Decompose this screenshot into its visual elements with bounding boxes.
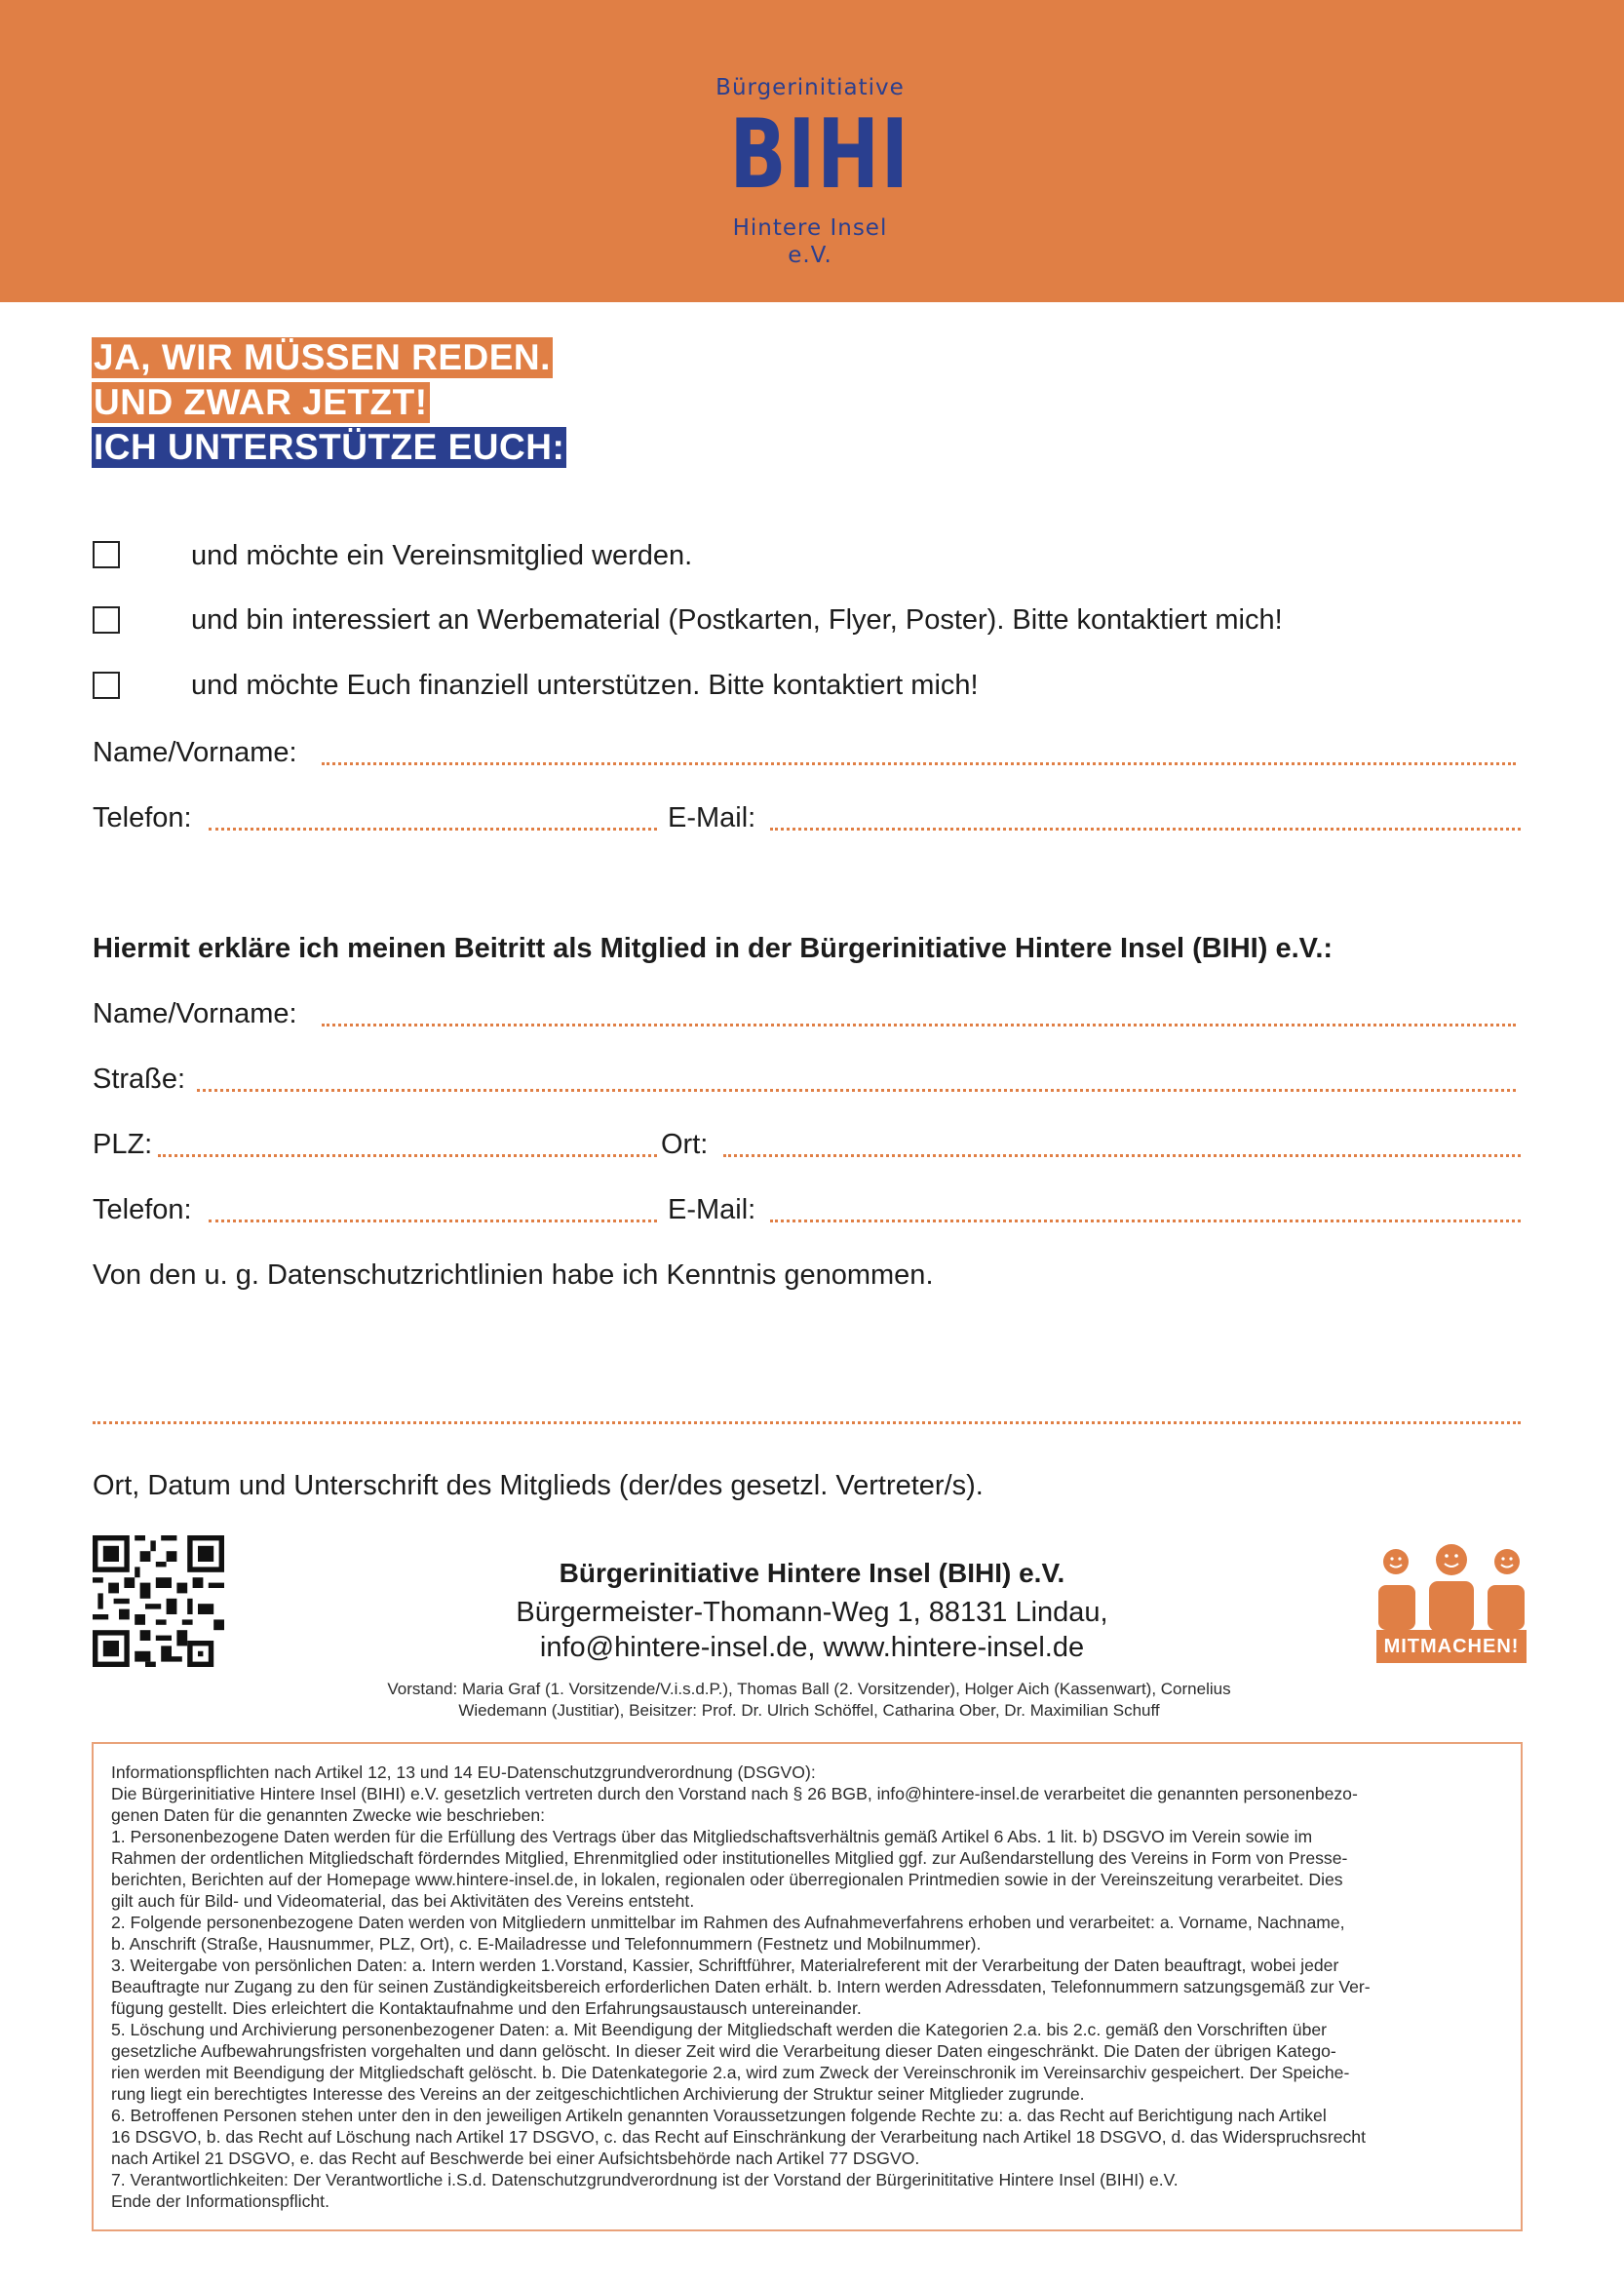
people-icon xyxy=(1376,1542,1527,1632)
member-zip-label: PLZ: xyxy=(93,1129,153,1160)
info-line: Ende der Informationspflicht. xyxy=(111,2191,329,2211)
info-line: Informationspflichten nach Artikel 12, 13 und 14 EU-Datenschutzgrundverordnung (DSGVO): xyxy=(111,1762,816,1782)
member-street-label: Straße: xyxy=(93,1064,186,1095)
mitmachen-badge xyxy=(1376,1542,1527,1663)
info-line: 7. Verantwortlichkeiten: Der Verantwortliche i.S.d. Datenschutzgrundverordnung ist der Vorstand der Bürgerinititative Hintere Insel (BIHI) e.V. xyxy=(111,2170,1179,2189)
info-line: 6. Betroffenen Personen stehen unter den in den jeweiligen Artikeln genannten Voraussetzungen folgende Rechte zu: a. das Recht auf Berichtigung nach Artikel xyxy=(111,2106,1327,2125)
promo-material-checkbox[interactable] xyxy=(93,606,120,634)
info-line: Die Bürgerinitiative Hintere Insel (BIHI) e.V. gesetzlich vertreten durch den Vorstand nach § 26 BGB, info@hintere-insel.de verarbeitet die genannten personenbezo- xyxy=(111,1784,1358,1803)
mitmachen-label: MITMACHEN! xyxy=(1376,1630,1527,1663)
signature-caption: Ort, Datum und Unterschrift des Mitglieds (der/des gesetzl. Vertreter/s). xyxy=(93,1470,984,1501)
member-name-label: Name/Vorname: xyxy=(93,998,297,1029)
info-line: Rahmen der ordentlichen Mitgliedschaft förderndes Mitglied, Ehrenmitglied oder institutionelles Mitglied ggf. zur Außendarstellung des Vereins in Form von Presse- xyxy=(111,1848,1348,1868)
contact-email-field[interactable] xyxy=(770,828,1521,831)
financial-support-checkbox[interactable] xyxy=(93,672,120,699)
headline-line-3: ICH UNTERSTÜTZE EUCH: xyxy=(94,427,565,467)
privacy-acknowledgement: Von den u. g. Datenschutzrichtlinien habe ich Kenntnis genommen. xyxy=(93,1259,934,1291)
membership-checkbox[interactable] xyxy=(93,541,120,568)
info-line: gesetzliche Aufbewahrungsfristen vorgehalten und dann gelöscht. In dieser Zeit wird die Verarbeitung dieser Daten eingeschränkt. Die Daten der übrigen Katego- xyxy=(111,2041,1336,2061)
contact-email-label: E-Mail: xyxy=(668,802,756,833)
info-line: gilt auch für Bild- und Videomaterial, das bei Aktivitäten des Vereins entsteht. xyxy=(111,1891,695,1911)
member-street-field[interactable] xyxy=(197,1089,1516,1092)
headline-line-2: UND ZWAR JETZT! xyxy=(94,382,428,422)
bihi-logo xyxy=(707,74,913,268)
info-line: 16 DSGVO, b. das Recht auf Löschung nach Artikel 17 DSGVO, c. das Recht auf Einschränkung der Verarbeitung nach Artikel 18 DSGVO, d. das Widerspruchsrecht xyxy=(111,2127,1366,2147)
info-line: berichten, Berichten auf der Homepage www.hintere-insel.de, in lokalen, regionalen oder überregionalen Printmedien sowie in der Vereinszeitung verarbeitet. Dies xyxy=(111,1870,1343,1889)
info-line: 5. Löschung und Archivierung personenbezogener Daten: a. Mit Beendigung der Mitgliedschaft werden die Kategorien 2.a. bis 2.c. gemäß den Vorschriften über xyxy=(111,2020,1327,2039)
org-street: Bürgermeister-Thomann-Weg 1, 88131 Lindau, xyxy=(516,1597,1108,1628)
info-line: rung liegt ein berechtigtes Interesse des Vereins an der zeitgeschichtlichen Archivierung der Struktur seiner Mitglieder zugrunde. xyxy=(111,2084,1085,2104)
member-phone-field[interactable] xyxy=(209,1220,657,1222)
info-line: Beauftragte nur Zugang zu den für seinen Zuständigkeitsbereich erforderlichen Daten erhält. b. Intern werden Adressdaten, Telefonnummern satzungsgemäß zur Ver- xyxy=(111,1977,1371,1996)
member-zip-field[interactable] xyxy=(158,1154,657,1157)
privacy-info-box xyxy=(92,1742,1523,2231)
member-phone-label: Telefon: xyxy=(93,1194,192,1225)
member-email-field[interactable] xyxy=(770,1220,1521,1222)
contact-name-label: Name/Vorname: xyxy=(93,737,297,768)
contact-name-field[interactable] xyxy=(322,762,1516,765)
info-line: genen Daten für die genannten Zwecke wie beschrieben: xyxy=(111,1805,546,1825)
checkbox-label-membership: und möchte ein Vereinsmitglied werden. xyxy=(191,540,693,571)
member-city-field[interactable] xyxy=(723,1154,1521,1157)
org-web: info@hintere-insel.de, www.hintere-insel.de xyxy=(539,1632,1085,1663)
info-line: 1. Personenbezogene Daten werden für die Erfüllung des Vertrags über das Mitgliedschaftsverhältnis gemäß Artikel 6 Abs. 1 lit. b) DSGVO im Verein sowie im xyxy=(111,1827,1313,1846)
headline-line-1: JA, WIR MÜSSEN REDEN. xyxy=(94,337,551,377)
member-city-label: Ort: xyxy=(661,1129,709,1160)
info-line: rien werden mit Beendigung der Mitgliedschaft gelöscht. b. Die Datenkategorie 2.a, wird zum Zweck der Vereinschronik im Vereinsarchiv gespeichert. Der Speiche- xyxy=(111,2063,1350,2082)
info-line: 2. Folgende personenbezogene Daten werden von Mitgliedern unmittelbar im Rahmen des Aufnahmeverfahrens erhoben und verarbeitet: a. Vorname, Nachname, xyxy=(111,1913,1345,1932)
info-line: nach Artikel 21 DSGVO, e. das Recht auf Beschwerde bei einer Aufsichtsbehörde nach Artikel 77 DSGVO. xyxy=(111,2149,920,2168)
board-line-2: Wiedemann (Justitiar), Beisitzer: Prof. Dr. Ulrich Schöffel, Catharina Ober, Dr. Maximilian Schuff xyxy=(458,1701,1160,1720)
info-line: 3. Weitergabe von persönlichen Daten: a. Intern werden 1.Vorstand, Kassier, Schriftführer, Materialreferent mit der Verarbeitung der Daten beauftragt, wobei jeder xyxy=(111,1956,1339,1975)
logo-big-text: BIHI xyxy=(729,99,910,211)
logo-top-text: Bürgerinitiative xyxy=(715,75,905,100)
checkbox-label-financial: und möchte Euch finanziell unterstützen. Bitte kontaktiert mich! xyxy=(191,670,979,701)
board-line-1: Vorstand: Maria Graf (1. Vorsitzende/V.i.s.d.P.), Thomas Ball (2. Vorsitzender), Holger Aich (Kassenwart), Cornelius xyxy=(387,1680,1231,1698)
member-email-label: E-Mail: xyxy=(668,1194,756,1225)
signature-field[interactable] xyxy=(93,1421,1521,1424)
contact-phone-field[interactable] xyxy=(209,828,657,831)
org-name: Bürgerinitiative Hintere Insel (BIHI) e.V. xyxy=(559,1558,1065,1588)
info-line: fügung gestellt. Dies erleichtert die Kontaktaufnahme und den Erfahrungsaustausch untereinander. xyxy=(111,1998,862,2018)
contact-phone-label: Telefon: xyxy=(93,802,192,833)
info-line: b. Anschrift (Straße, Hausnummer, PLZ, Ort), c. E-Mailadresse und Telefonnummern (Festnetz und Mobilnummer). xyxy=(111,1934,982,1954)
logo-bottom-text: Hintere Insel e.V. xyxy=(732,215,888,268)
checkbox-label-promo: und bin interessiert an Werbematerial (Postkarten, Flyer, Poster). Bitte kontaktiert mich! xyxy=(191,604,1283,636)
membership-declaration: Hiermit erkläre ich meinen Beitritt als Mitglied in der Bürgerinitiative Hintere Insel (BIHI) e.V.: xyxy=(93,933,1334,964)
member-name-field[interactable] xyxy=(322,1024,1516,1026)
